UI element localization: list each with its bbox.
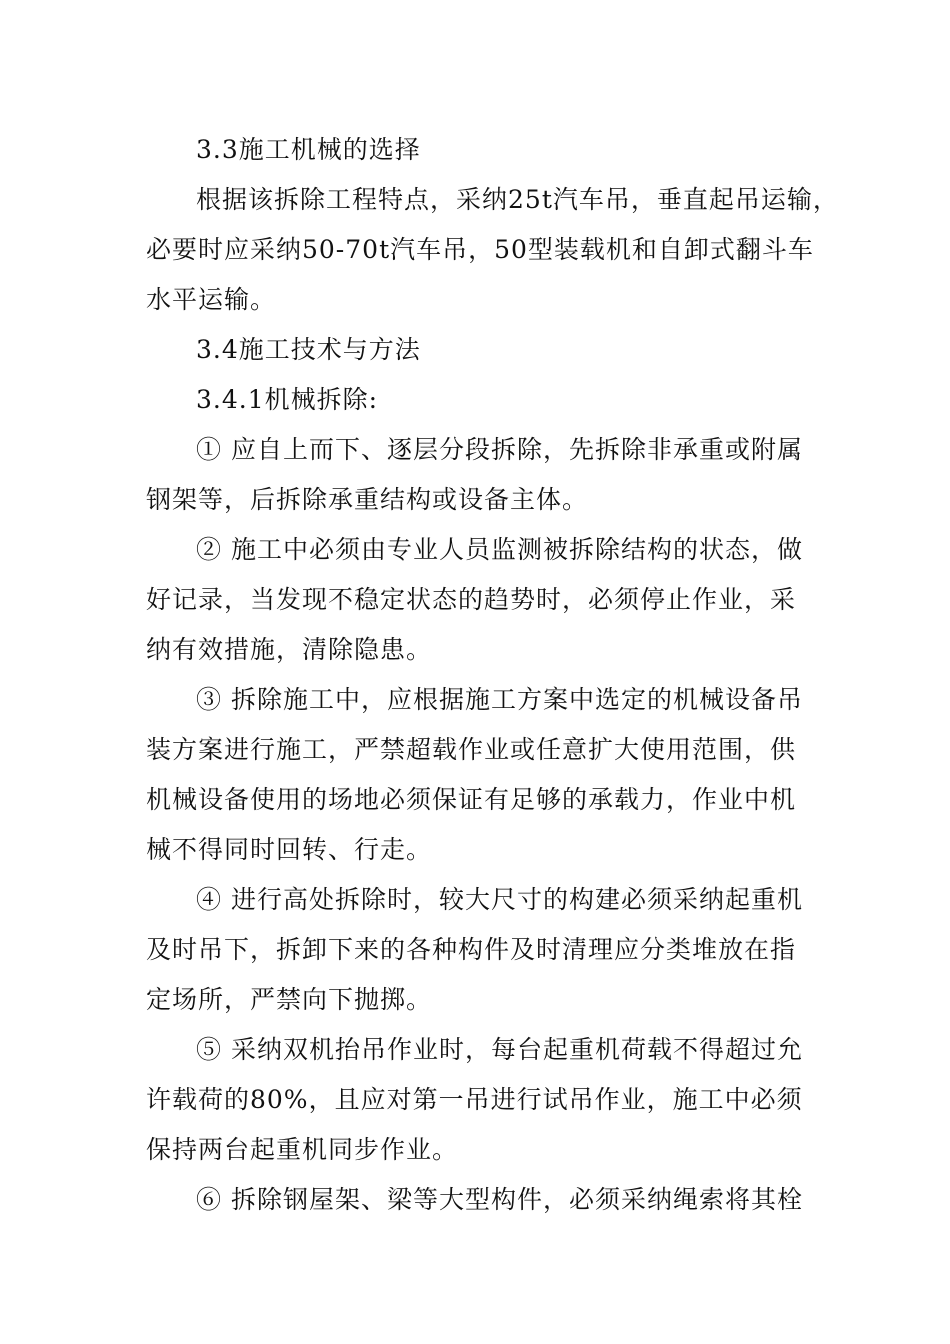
list-item-5-line: 许载荷的80%，且应对第一吊进行试吊作业，施工中必须 — [146, 1085, 803, 1114]
list-item-4-line: 定场所，严禁向下抛掷。 — [146, 985, 433, 1014]
heading-3-4-1: 3.4.1机械拆除: — [196, 385, 379, 414]
list-item-6-line: ⑥ 拆除钢屋架、梁等大型构件，必须采纳绳索将其栓 — [196, 1185, 803, 1214]
list-item-2-line: 好记录，当发现不稳定状态的趋势时，必须停止作业，采 — [146, 585, 797, 614]
paragraph-line: 必要时应采纳50-70t汽车吊，50型装载机和自卸式翻斗车 — [146, 235, 814, 264]
list-item-3-line: 械不得同时回转、行走。 — [146, 835, 433, 864]
list-item-5-line: 保持两台起重机同步作业。 — [146, 1135, 459, 1164]
list-item-3-line: ③ 拆除施工中，应根据施工方案中选定的机械设备吊 — [196, 685, 803, 714]
list-item-2-line: 纳有效措施，清除隐患。 — [146, 635, 433, 664]
list-item-3-line: 装方案进行施工，严禁超载作业或任意扩大使用范围，供 — [146, 735, 797, 764]
list-item-1-line: ① 应自上而下、逐层分段拆除，先拆除非承重或附属 — [196, 435, 803, 464]
heading-3-3: 3.3施工机械的选择 — [196, 135, 421, 164]
paragraph-line: 根据该拆除工程特点，采纳25t汽车吊，垂直起吊运输， — [196, 185, 839, 214]
list-item-4-line: 及时吊下，拆卸下来的各种构件及时清理应分类堆放在指 — [146, 935, 797, 964]
paragraph-line: 水平运输。 — [146, 285, 277, 314]
list-item-2-line: ② 施工中必须由专业人员监测被拆除结构的状态，做 — [196, 535, 803, 564]
list-item-1-line: 钢架等，后拆除承重结构或设备主体。 — [146, 485, 589, 514]
list-item-3-line: 机械设备使用的场地必须保证有足够的承载力，作业中机 — [146, 785, 797, 814]
list-item-5-line: ⑤ 采纳双机抬吊作业时，每台起重机荷载不得超过允 — [196, 1035, 803, 1064]
list-item-4-line: ④ 进行高处拆除时，较大尺寸的构建必须采纳起重机 — [196, 885, 803, 914]
heading-3-4: 3.4施工技术与方法 — [196, 335, 421, 364]
